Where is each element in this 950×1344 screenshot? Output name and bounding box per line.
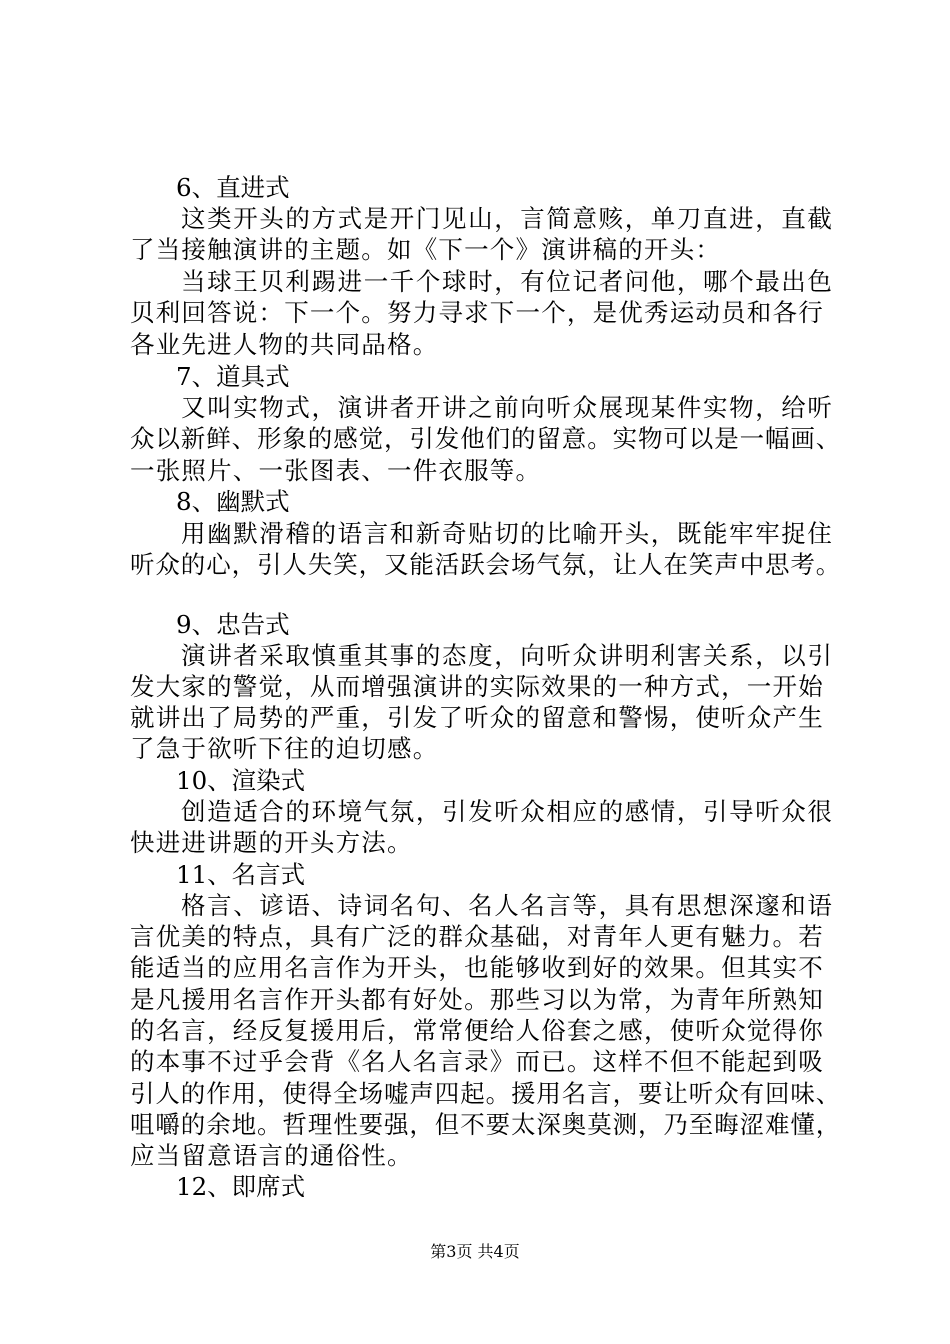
paragraph-line: 就讲出了局势的严重，引发了听众的留意和警惕，使听众产生 xyxy=(130,703,824,732)
paragraph-line: 一张照片、一张图表、一件衣服等。 xyxy=(130,456,542,485)
paragraph-line: 贝利回答说：下一个。努力寻求下一个，是优秀运动员和各行 xyxy=(130,298,824,327)
paragraph-line: 这类开头的方式是开门见山，言简意赅，单刀直进，直截 xyxy=(181,204,834,233)
paragraph-line: 又叫实物式，演讲者开讲之前向听众展现某件实物，给听 xyxy=(181,393,834,422)
paragraph-line: 当球王贝利踢进一千个球时，有位记者问他，哪个最出色 xyxy=(181,267,834,296)
paragraph-line: 格言、谚语、诗词名句、名人名言等，具有思想深邃和语 xyxy=(181,891,834,920)
paragraph-line: 创造适合的环境气氛，引发听众相应的感情，引导听众很 xyxy=(181,797,834,826)
heading-12: 12、即席式 xyxy=(176,1172,306,1201)
paragraph-line: 用幽默滑稽的语言和新奇贴切的比喻开头，既能牢牢捉住 xyxy=(181,519,834,548)
paragraph-line: 听众的心，引人失笑，又能活跃会场气氛，让人在笑声中思考。 xyxy=(130,550,842,579)
paragraph-line: 了当接触演讲的主题。如《下一个》演讲稿的开头： xyxy=(130,235,722,264)
paragraph-line: 演讲者采取慎重其事的态度，向听众讲明利害关系，以引 xyxy=(181,641,834,670)
paragraph-line: 了急于欲听下往的迫切感。 xyxy=(130,734,439,763)
page-footer: 第3页 共4页 xyxy=(430,1242,520,1261)
heading-7: 7、道具式 xyxy=(176,362,290,391)
paragraph-line: 言优美的特点，具有广泛的群众基础，对青年人更有魅力。若 xyxy=(130,922,824,951)
paragraph-line: 引人的作用，使得全场嘘声四起。援用名言，要让听众有回味、 xyxy=(130,1079,842,1108)
paragraph-line: 的名言，经反复援用后，常常便给人俗套之感，使听众觉得你 xyxy=(130,1016,824,1045)
paragraph-line: 是凡援用名言作开头都有好处。那些习以为常，为青年所熟知 xyxy=(130,985,824,1014)
heading-8: 8、幽默式 xyxy=(176,487,290,516)
paragraph-line: 的本事不过乎会背《名人名言录》而已。这样不但不能起到吸 xyxy=(130,1047,824,1076)
paragraph-line: 发大家的警觉，从而增强演讲的实际效果的一种方式，一开始 xyxy=(130,672,824,701)
heading-11: 11、名言式 xyxy=(176,860,306,889)
paragraph-line: 各业先进人物的共同品格。 xyxy=(130,330,439,359)
paragraph-line: 众以新鲜、形象的感觉，引发他们的留意。实物可以是一幅画、 xyxy=(130,424,842,453)
heading-10: 10、渲染式 xyxy=(176,766,306,795)
paragraph-line: 能适当的应用名言作为开头，也能够收到好的效果。但其实不 xyxy=(130,953,824,982)
paragraph-line: 应当留意语言的通俗性。 xyxy=(130,1141,413,1170)
heading-6: 6、直进式 xyxy=(176,173,290,202)
heading-9: 9、忠告式 xyxy=(176,610,290,639)
paragraph-line: 快进进讲题的开头方法。 xyxy=(130,828,413,857)
paragraph-line: 咀嚼的余地。哲理性要强，但不要太深奥莫测，乃至晦涩难懂， xyxy=(130,1110,842,1139)
